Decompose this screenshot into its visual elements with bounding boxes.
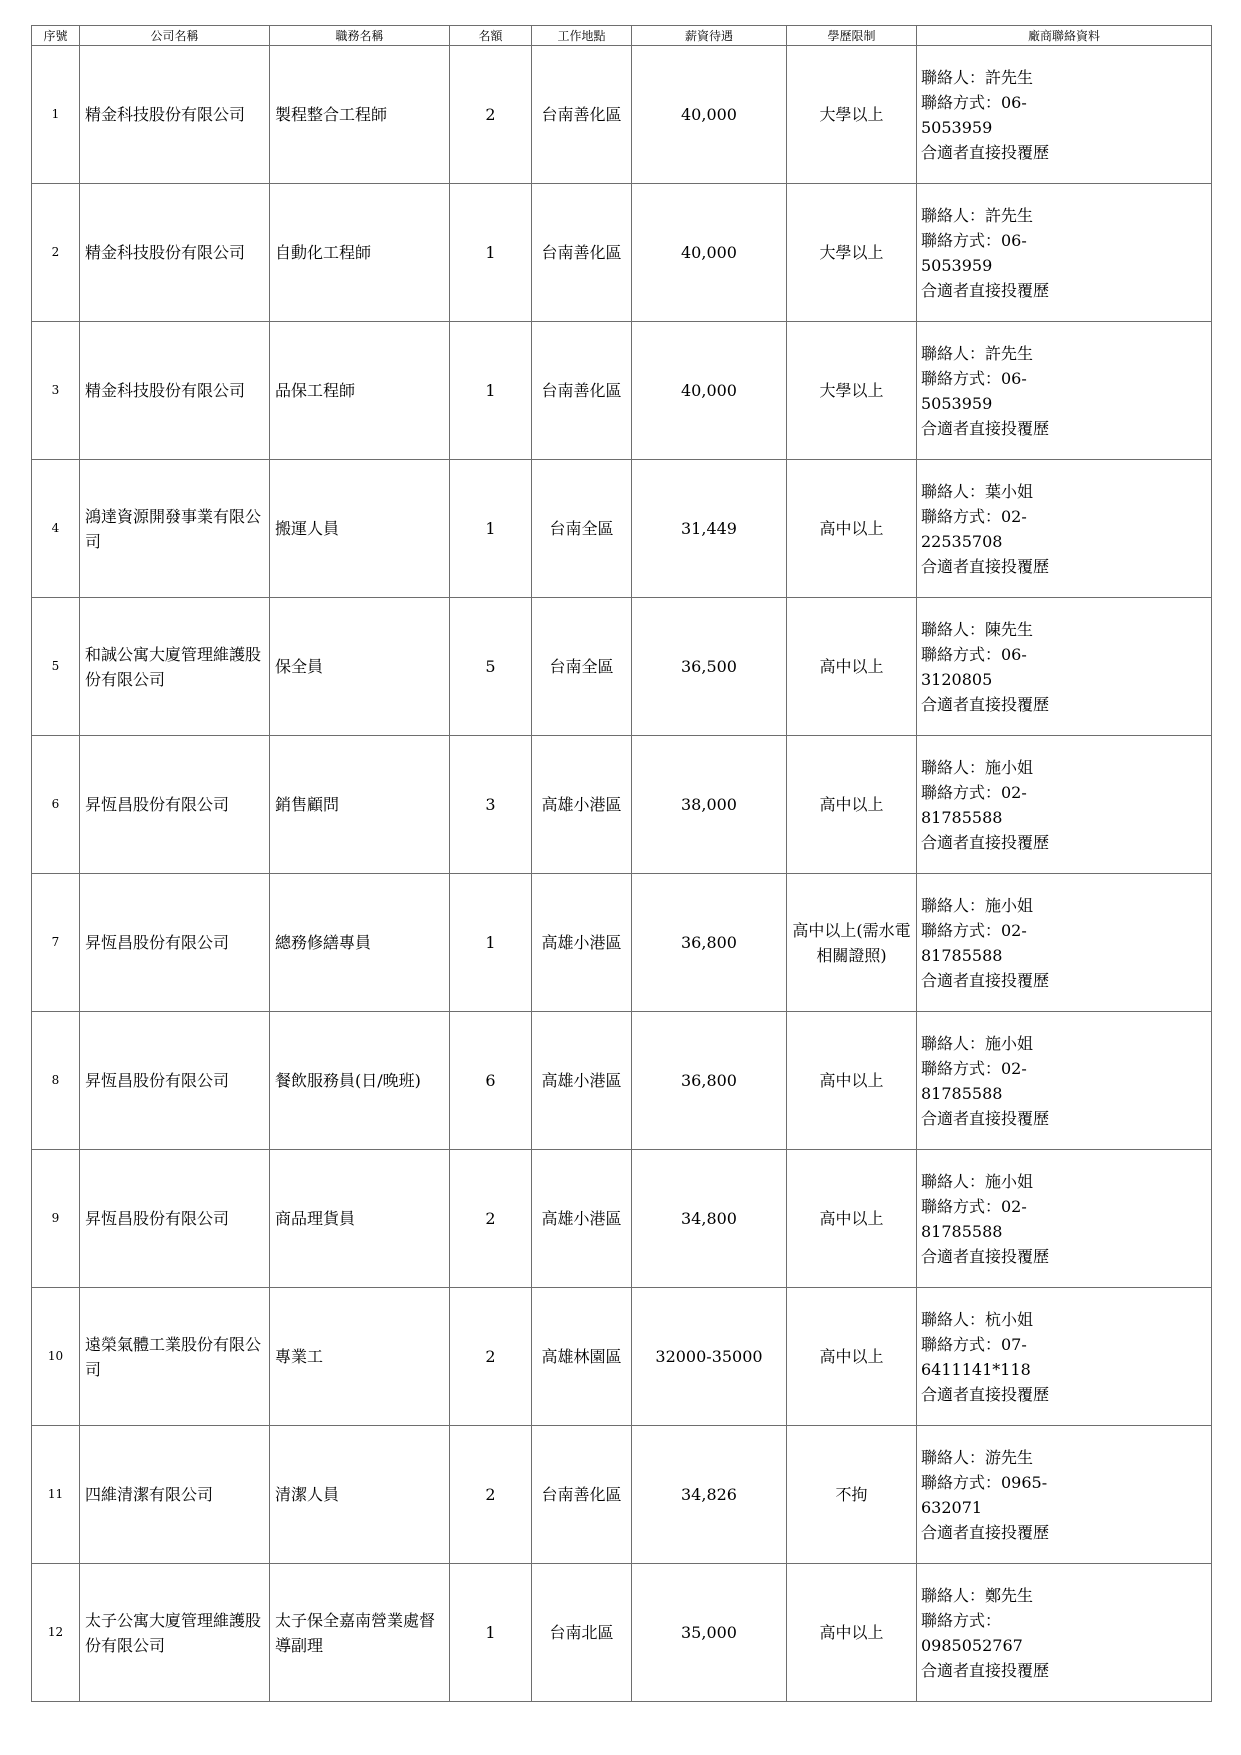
cell-salary: 40,000 xyxy=(632,322,787,460)
table-row xyxy=(32,598,1212,736)
cell-position: 清潔人員 xyxy=(270,1426,450,1564)
cell-company: 太子公寓大廈管理維護股份有限公司 xyxy=(80,1564,270,1702)
header-seq: 序號 xyxy=(32,26,80,46)
cell-company: 精金科技股份有限公司 xyxy=(80,46,270,184)
cell-contact: 聯絡人：鄭先生 聯絡方式： 0985052767 合適者直接投覆歷 xyxy=(917,1564,1212,1702)
table-row xyxy=(32,1564,1212,1702)
cell-openings: 1 xyxy=(450,874,532,1012)
header-contact: 廠商聯絡資料 xyxy=(917,26,1212,46)
cell-openings: 2 xyxy=(450,46,532,184)
cell-contact: 聯絡人：許先生 聯絡方式：06- 5053959 合適者直接投覆歷 xyxy=(917,322,1212,460)
cell-position: 製程整合工程師 xyxy=(270,46,450,184)
cell-contact: 聯絡人：施小姐 聯絡方式：02- 81785588 合適者直接投覆歷 xyxy=(917,736,1212,874)
cell-position: 總務修繕專員 xyxy=(270,874,450,1012)
cell-seq: 1 xyxy=(32,46,80,184)
cell-company: 鴻達資源開發事業有限公司 xyxy=(80,460,270,598)
cell-education: 高中以上 xyxy=(787,1564,917,1702)
cell-contact: 聯絡人：施小姐 聯絡方式：02- 81785588 合適者直接投覆歷 xyxy=(917,1012,1212,1150)
cell-salary: 36,800 xyxy=(632,1012,787,1150)
cell-location: 台南北區 xyxy=(532,1564,632,1702)
cell-position: 專業工 xyxy=(270,1288,450,1426)
cell-position: 保全員 xyxy=(270,598,450,736)
cell-company: 昇恆昌股份有限公司 xyxy=(80,1150,270,1288)
cell-position: 搬運人員 xyxy=(270,460,450,598)
cell-location: 高雄小港區 xyxy=(532,1012,632,1150)
cell-location: 台南全區 xyxy=(532,460,632,598)
cell-salary: 34,800 xyxy=(632,1150,787,1288)
header-position: 職務名稱 xyxy=(270,26,450,46)
cell-location: 高雄小港區 xyxy=(532,874,632,1012)
cell-openings: 1 xyxy=(450,1564,532,1702)
cell-seq: 5 xyxy=(32,598,80,736)
cell-position: 太子保全嘉南營業處督導副理 xyxy=(270,1564,450,1702)
cell-education: 大學以上 xyxy=(787,184,917,322)
header-location: 工作地點 xyxy=(532,26,632,46)
cell-location: 高雄小港區 xyxy=(532,1150,632,1288)
table-row xyxy=(32,322,1212,460)
cell-salary: 36,500 xyxy=(632,598,787,736)
cell-openings: 5 xyxy=(450,598,532,736)
cell-education: 高中以上 xyxy=(787,1150,917,1288)
cell-salary: 34,826 xyxy=(632,1426,787,1564)
cell-location: 台南善化區 xyxy=(532,46,632,184)
table-row xyxy=(32,736,1212,874)
header-row xyxy=(32,26,1212,46)
cell-education: 高中以上 xyxy=(787,1012,917,1150)
cell-openings: 2 xyxy=(450,1288,532,1426)
cell-company: 和誠公寓大廈管理維護股份有限公司 xyxy=(80,598,270,736)
cell-education: 高中以上 xyxy=(787,736,917,874)
cell-education: 大學以上 xyxy=(787,46,917,184)
cell-seq: 6 xyxy=(32,736,80,874)
header-education: 學歷限制 xyxy=(787,26,917,46)
cell-education: 高中以上 xyxy=(787,1288,917,1426)
cell-location: 台南全區 xyxy=(532,598,632,736)
cell-company: 遠榮氣體工業股份有限公司 xyxy=(80,1288,270,1426)
cell-openings: 3 xyxy=(450,736,532,874)
cell-contact: 聯絡人：許先生 聯絡方式：06- 5053959 合適者直接投覆歷 xyxy=(917,184,1212,322)
cell-contact: 聯絡人：陳先生 聯絡方式：06- 3120805 合適者直接投覆歷 xyxy=(917,598,1212,736)
cell-position: 自動化工程師 xyxy=(270,184,450,322)
cell-openings: 6 xyxy=(450,1012,532,1150)
cell-seq: 8 xyxy=(32,1012,80,1150)
cell-seq: 10 xyxy=(32,1288,80,1426)
cell-seq: 11 xyxy=(32,1426,80,1564)
cell-company: 精金科技股份有限公司 xyxy=(80,322,270,460)
cell-position: 商品理貨員 xyxy=(270,1150,450,1288)
table-row xyxy=(32,1426,1212,1564)
cell-openings: 1 xyxy=(450,184,532,322)
cell-seq: 9 xyxy=(32,1150,80,1288)
cell-position: 品保工程師 xyxy=(270,322,450,460)
cell-company: 昇恆昌股份有限公司 xyxy=(80,874,270,1012)
cell-salary: 31,449 xyxy=(632,460,787,598)
cell-salary: 40,000 xyxy=(632,184,787,322)
table-row xyxy=(32,1150,1212,1288)
header-salary: 薪資待遇 xyxy=(632,26,787,46)
cell-seq: 3 xyxy=(32,322,80,460)
cell-education: 大學以上 xyxy=(787,322,917,460)
table-row xyxy=(32,1288,1212,1426)
cell-seq: 7 xyxy=(32,874,80,1012)
cell-location: 台南善化區 xyxy=(532,1426,632,1564)
cell-salary: 35,000 xyxy=(632,1564,787,1702)
cell-salary: 40,000 xyxy=(632,46,787,184)
cell-openings: 2 xyxy=(450,1150,532,1288)
cell-openings: 2 xyxy=(450,1426,532,1564)
cell-seq: 4 xyxy=(32,460,80,598)
cell-contact: 聯絡人：杭小姐 聯絡方式：07- 6411141*118 合適者直接投覆歷 xyxy=(917,1288,1212,1426)
table-row xyxy=(32,460,1212,598)
cell-salary: 36,800 xyxy=(632,874,787,1012)
header-openings: 名額 xyxy=(450,26,532,46)
cell-openings: 1 xyxy=(450,322,532,460)
cell-openings: 1 xyxy=(450,460,532,598)
cell-location: 高雄林園區 xyxy=(532,1288,632,1426)
header-company: 公司名稱 xyxy=(80,26,270,46)
cell-position: 銷售顧問 xyxy=(270,736,450,874)
cell-contact: 聯絡人：施小姐 聯絡方式：02- 81785588 合適者直接投覆歷 xyxy=(917,1150,1212,1288)
cell-contact: 聯絡人：施小姐 聯絡方式：02- 81785588 合適者直接投覆歷 xyxy=(917,874,1212,1012)
cell-position: 餐飲服務員(日/晚班) xyxy=(270,1012,450,1150)
cell-education: 高中以上(需水電相關證照) xyxy=(787,874,917,1012)
cell-education: 高中以上 xyxy=(787,598,917,736)
table-row xyxy=(32,874,1212,1012)
cell-company: 四維清潔有限公司 xyxy=(80,1426,270,1564)
job-listing-table xyxy=(31,25,1212,1702)
cell-contact: 聯絡人：葉小姐 聯絡方式：02- 22535708 合適者直接投覆歷 xyxy=(917,460,1212,598)
cell-education: 高中以上 xyxy=(787,460,917,598)
cell-company: 昇恆昌股份有限公司 xyxy=(80,736,270,874)
cell-salary: 32000-35000 xyxy=(632,1288,787,1426)
cell-company: 精金科技股份有限公司 xyxy=(80,184,270,322)
cell-seq: 2 xyxy=(32,184,80,322)
cell-seq: 12 xyxy=(32,1564,80,1702)
table-row xyxy=(32,184,1212,322)
cell-contact: 聯絡人：許先生 聯絡方式：06- 5053959 合適者直接投覆歷 xyxy=(917,46,1212,184)
cell-company: 昇恆昌股份有限公司 xyxy=(80,1012,270,1150)
table-row xyxy=(32,1012,1212,1150)
cell-salary: 38,000 xyxy=(632,736,787,874)
cell-education: 不拘 xyxy=(787,1426,917,1564)
cell-location: 台南善化區 xyxy=(532,184,632,322)
cell-contact: 聯絡人：游先生 聯絡方式：0965- 632071 合適者直接投覆歷 xyxy=(917,1426,1212,1564)
cell-location: 高雄小港區 xyxy=(532,736,632,874)
cell-location: 台南善化區 xyxy=(532,322,632,460)
table-row xyxy=(32,46,1212,184)
